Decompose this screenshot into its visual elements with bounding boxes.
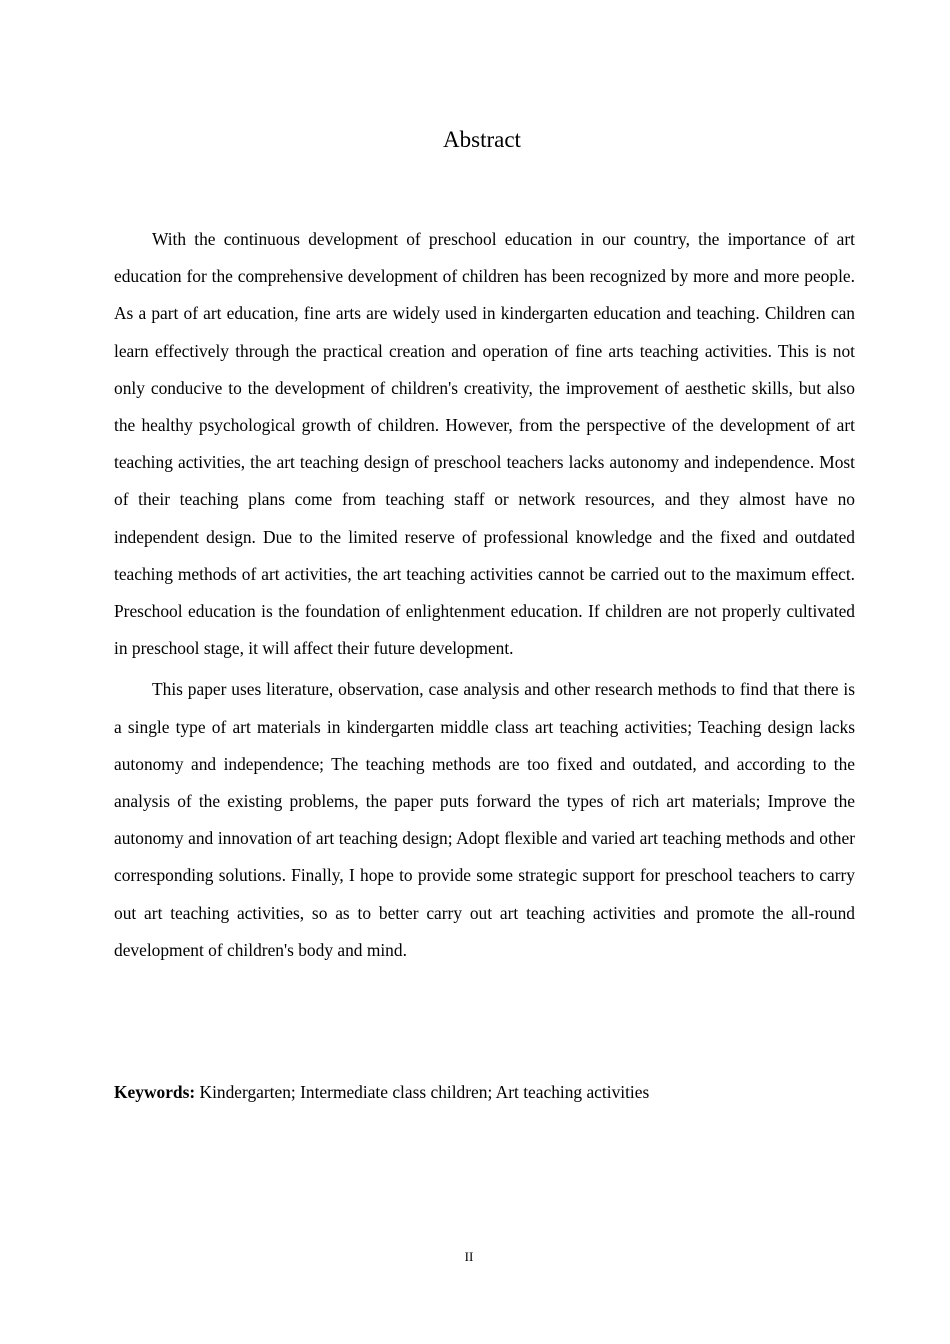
abstract-paragraph-2: This paper uses literature, observation, case analysis and other research methods to find that there is a single type of art materials in kindergarten middle class art teaching activities; Teaching design lacks autonomy and independence; The teaching methods are too fixed and outdated, and according to the analysis of the existing problems, the paper puts forward the types of rich art materials; Improve the autonomy and innovation of art teaching design; Adopt flexible and varied art teaching methods and other corresponding solutions. Finally, I hope to provide some strategic support for preschool teachers to carry out art teaching activities, so as to better carry out art teaching activities and promote the all-round development of children's body and mind. — [114, 679, 855, 960]
page-number: II — [464, 1249, 474, 1264]
keywords-label: Keywords: — [114, 1082, 196, 1102]
abstract-title: Abstract — [443, 127, 521, 152]
keywords-line — [114, 1078, 855, 1106]
abstract-paragraph-1: With the continuous development of preschool education in our country, the importance of art education for the comprehensive development of children has been recognized by more and more people. As a part of art education, fine arts are widely used in kindergarten education and teaching. Children can learn effectively through the practical creation and operation of fine arts teaching activities. This is not only conducive to the development of children's creativity, the improvement of aesthetic skills, but also the healthy psychological growth of children. However, from the perspective of the development of art teaching activities, the art teaching design of preschool teachers lacks autonomy and independence. Most of their teaching plans come from teaching staff or network resources, and they almost have no independent design. Due to the limited reserve of professional knowledge and the fixed and outdated teaching methods of art activities, the art teaching activities cannot be carried out to the maximum effect. Preschool education is the foundation of enlightenment education. If children are not properly cultivated in preschool stage, it will affect their future development. — [114, 229, 855, 659]
abstract-body — [114, 221, 855, 973]
keywords-text: Kindergarten; Intermediate class children; Art teaching activities — [195, 1082, 650, 1102]
